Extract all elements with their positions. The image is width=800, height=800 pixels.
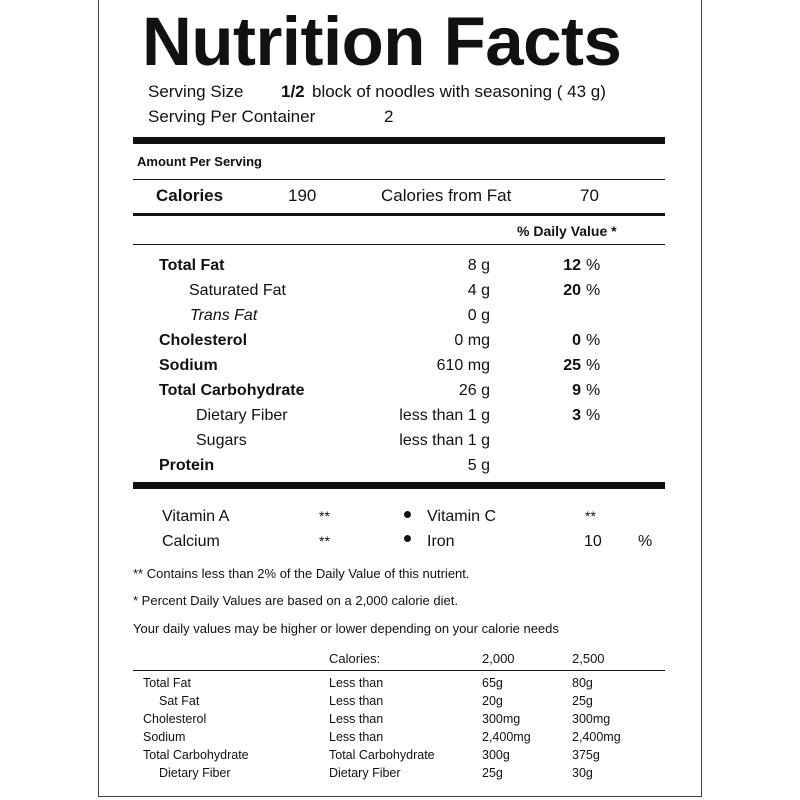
ref-table-cell: 80g — [572, 676, 593, 690]
calories-from-fat-value: 70 — [580, 186, 599, 205]
nutrient-name: Saturated Fat — [189, 282, 286, 299]
ref-table-header-calories: Calories: — [329, 651, 381, 666]
nutrient-amount: 26 g — [458, 382, 490, 399]
ref-table-cell: Total Carbohydrate — [329, 748, 435, 762]
nutrient-name: Dietary Fiber — [196, 407, 288, 424]
divider — [133, 179, 665, 180]
servings-per-container-value: 2 — [384, 107, 394, 126]
vitamin-c-label: Vitamin C — [427, 508, 497, 525]
nutrient-daily-value: 12 — [563, 257, 581, 274]
ref-table-header-2000: 2,000 — [482, 651, 515, 666]
nutrient-amount: 610 mg — [436, 357, 490, 374]
ref-table-cell: 300mg — [572, 712, 611, 726]
nutrient-name: Sugars — [196, 432, 247, 449]
footnote-may-vary: Your daily values may be higher or lower depending on your calorie needs — [133, 621, 559, 636]
nutrient-amount: 8 g — [467, 257, 490, 274]
bullet-icon — [404, 511, 411, 518]
vitamin-a-label: Vitamin A — [162, 508, 230, 525]
ref-table-cell: Total Fat — [143, 676, 191, 690]
medium-divider — [133, 213, 665, 216]
nutrient-name: Total Carbohydrate — [159, 382, 305, 399]
nutrient-name: Protein — [159, 457, 215, 474]
serving-size-amount: 1/2 — [281, 82, 305, 101]
ref-table-cell: 25g — [572, 694, 593, 708]
thick-divider-top — [133, 137, 665, 144]
calories-value: 190 — [288, 186, 317, 205]
ref-table-cell: Dietary Fiber — [159, 766, 231, 780]
percent-sign: % — [586, 382, 601, 399]
ref-table-cell: 375g — [572, 748, 600, 762]
nutrient-name: Trans Fat — [190, 307, 258, 324]
servings-per-container-label: Serving Per Container — [148, 107, 316, 126]
calories-label: Calories — [156, 186, 224, 205]
ref-table-cell: Less than — [329, 730, 384, 744]
calcium-label: Calcium — [162, 533, 220, 550]
ref-table-cell: Total Carbohydrate — [143, 748, 249, 762]
nutrient-name: Total Fat — [159, 257, 225, 274]
ref-table-cell: 65g — [482, 676, 503, 690]
daily-value-header: % Daily Value * — [517, 223, 617, 239]
ref-table-cell: 2,400mg — [572, 730, 621, 744]
ref-table-cell: 300mg — [482, 712, 521, 726]
percent-sign: % — [586, 282, 601, 299]
nutrient-daily-value: 3 — [572, 407, 581, 424]
ref-table-cell: 2,400mg — [482, 730, 531, 744]
ref-table-cell: 300g — [482, 748, 510, 762]
ref-table-cell: Sat Fat — [159, 694, 200, 708]
nutrient-name: Cholesterol — [159, 332, 248, 349]
calories-from-fat-label: Calories from Fat — [381, 186, 512, 205]
nutrient-amount: less than 1 g — [399, 407, 490, 424]
ref-table-divider — [133, 670, 665, 671]
ref-table-cell: Less than — [329, 694, 384, 708]
calcium-value: ** — [319, 533, 330, 549]
vitamin-c-value: ** — [585, 508, 596, 524]
serving-size-desc: block of noodles with seasoning ( 43 g) — [312, 82, 606, 101]
percent-sign: % — [586, 257, 601, 274]
percent-sign: % — [638, 533, 653, 550]
bullet-icon — [404, 535, 411, 542]
nutrient-daily-value: 0 — [572, 332, 581, 349]
ref-table-cell: Less than — [329, 676, 384, 690]
nutrient-amount: 0 g — [467, 307, 490, 324]
vitamin-a-value: ** — [319, 508, 330, 524]
nutrient-amount: less than 1 g — [399, 432, 490, 449]
ref-table-cell: Less than — [329, 712, 384, 726]
label-title: Nutrition Facts — [142, 3, 622, 80]
ref-table-cell: Dietary Fiber — [329, 766, 401, 780]
divider — [133, 244, 665, 245]
iron-label: Iron — [427, 533, 455, 550]
thick-divider-bottom — [133, 482, 665, 489]
amount-per-serving: Amount Per Serving — [137, 154, 262, 169]
ref-table-cell: 20g — [482, 694, 503, 708]
percent-sign: % — [586, 332, 601, 349]
ref-table-cell: 30g — [572, 766, 593, 780]
nutrient-daily-value: 25 — [563, 357, 581, 374]
nutrient-name: Sodium — [159, 357, 218, 374]
ref-table-cell: 25g — [482, 766, 503, 780]
nutrient-amount: 4 g — [467, 282, 490, 299]
nutrient-daily-value: 9 — [572, 382, 581, 399]
footnote-less-than-2: ** Contains less than 2% of the Daily Value of this nutrient. — [133, 566, 470, 581]
footnote-percent-daily-value: * Percent Daily Values are based on a 2,000 calorie diet. — [133, 593, 458, 608]
percent-sign: % — [586, 357, 601, 374]
nutrient-daily-value: 20 — [563, 282, 581, 299]
percent-sign: % — [586, 407, 601, 424]
serving-size-label: Serving Size — [148, 82, 244, 101]
iron-value: 10 — [584, 533, 602, 550]
nutrient-amount: 5 g — [467, 457, 490, 474]
ref-table-cell: Sodium — [143, 730, 186, 744]
nutrient-amount: 0 mg — [454, 332, 490, 349]
ref-table-header-2500: 2,500 — [572, 651, 605, 666]
ref-table-cell: Cholesterol — [143, 712, 207, 726]
